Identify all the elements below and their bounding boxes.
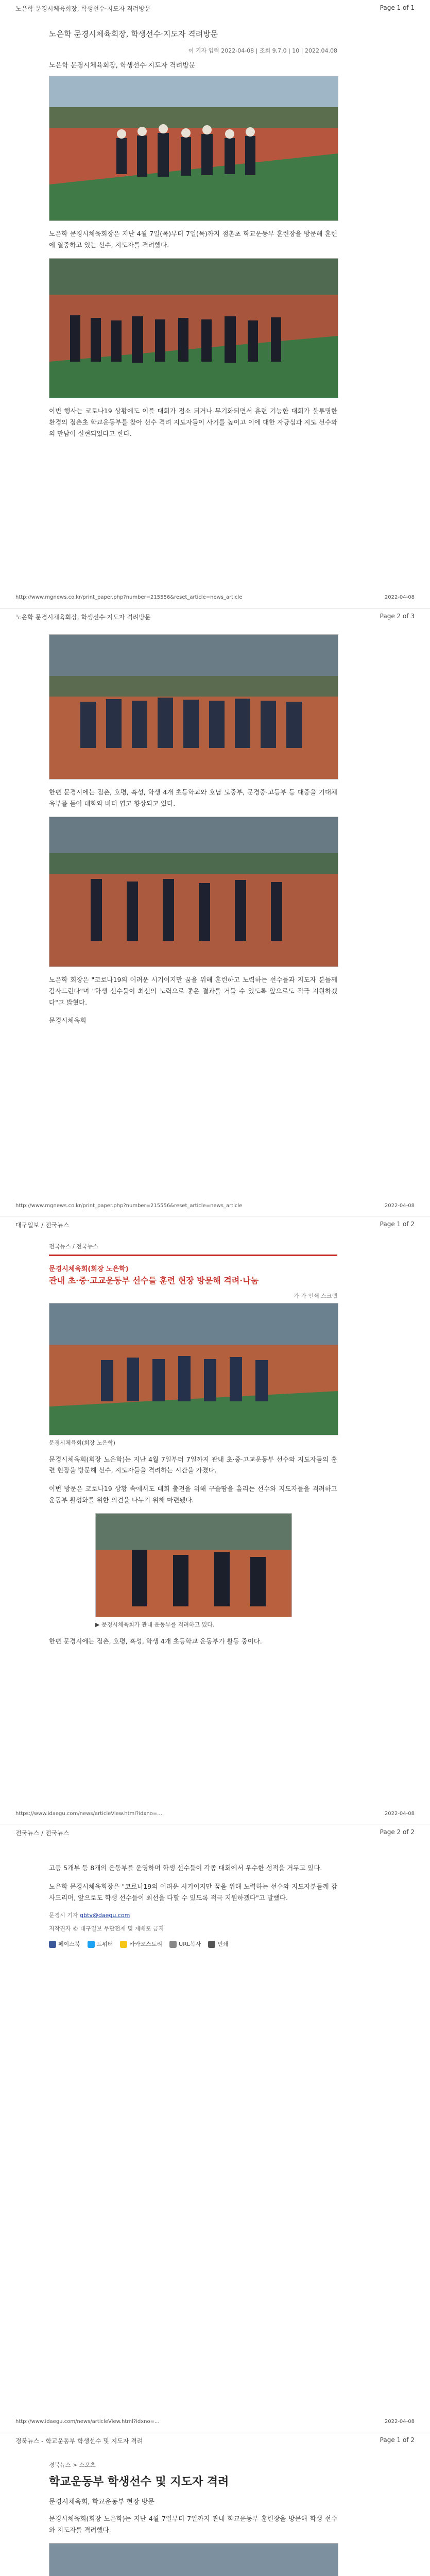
page-footer xyxy=(0,1811,430,1819)
article-lede: 노은학 문경시체육회장, 학생선수·지도자 격려방문 xyxy=(49,62,196,70)
facebook-icon xyxy=(49,1941,56,1948)
page-5 xyxy=(0,2432,430,2576)
page-2 xyxy=(0,608,430,1216)
page-header xyxy=(0,1828,430,1838)
photo-students-field xyxy=(49,1303,338,1435)
article-body xyxy=(49,634,337,1033)
header-title: 경북뉴스 - 학교운동부 학생선수 및 지도자 격려 xyxy=(15,2437,143,2445)
print-icon xyxy=(208,1941,215,1948)
copyright: 저작권자 © 대구일보 무단전재 및 재배포 금지 xyxy=(49,1925,164,1932)
footer-date: 2022-04-08 xyxy=(384,1811,415,1817)
page-footer xyxy=(0,1203,430,1211)
header-title: 노은학 문경시체육회장, 학생선수·지도자 격려방문 xyxy=(15,5,151,12)
page-footer xyxy=(0,595,430,603)
page-4 xyxy=(0,1824,430,2432)
breadcrumb[interactable]: 전국뉴스 / 전국뉴스 xyxy=(49,1243,98,1250)
share-facebook[interactable]: 페이스북 xyxy=(49,1940,80,1948)
divider xyxy=(49,1255,337,1256)
photo-track-group xyxy=(49,76,338,221)
footer-date: 2022-04-08 xyxy=(384,595,415,600)
page-footer xyxy=(0,2419,430,2427)
page-number: Page 1 of 1 xyxy=(380,4,415,11)
reporter-credit xyxy=(49,1911,337,1919)
share-twitter[interactable]: 트위터 xyxy=(88,1940,113,1948)
paragraph: 노은학 회장은 "코로나19의 어려운 시기이지만 꿈을 위해 훈련하고 노력하는 선수들과 지도자 분들께 감사드린다"며 "학생 선수들이 최선의 노력으로 좋은 결과를 거둘 수 있도록 앞으로도 적극 지원하겠다"고 밝혔다. xyxy=(49,975,337,1006)
article-title: 학교운동부 학생선수 및 지도자 격려 xyxy=(49,2476,229,2488)
page-header xyxy=(0,1221,430,1230)
photo-coach-greeting xyxy=(95,1513,292,1617)
article-body xyxy=(49,2461,337,2576)
paragraph: 문경시체육회(회장 노은학)는 지난 4월 7일부터 7일까지 관내 초·중·고교운동부 선수와 지도자들의 훈련 현장을 방문해 선수, 지도자들을 격려하는 시간을 가졌다. xyxy=(49,1455,337,1475)
photo-caption: 문경시체육회(회장 노은학) xyxy=(49,1439,115,1446)
share-kakaostory[interactable]: 카카오스토리 xyxy=(120,1940,162,1948)
article-body xyxy=(49,1242,337,1654)
page-3 xyxy=(0,1216,430,1824)
footer-url: http://www.mgnews.co.kr/print_paper.php?number=215556&reset_article=news_article xyxy=(15,595,243,600)
article-title: 노은학 문경시체육회장, 학생선수·지도자 격려방문 xyxy=(49,29,218,39)
reporter-email[interactable]: gbtv@daegu.com xyxy=(80,1911,130,1919)
article-subhead: 문경시체육회, 학교운동부 현장 방문 xyxy=(49,2498,154,2506)
paragraph: 노은학 문경시체육회장은 "코로나19의 어려운 시기이지만 꿈을 위해 노력하는 선수와 지도자분들께 감사드리며, 앞으로도 학생 선수들이 최선을 다할 수 있도록 적극 지원하겠다"고 말했다. xyxy=(49,1882,337,1902)
paragraph: 문경시체육회(회장 노은학)는 지난 4월 7일부터 7일까지 관내 학교운동부 훈련장을 방문해 학생 선수와 지도자를 격려했다. xyxy=(49,2515,337,2534)
paragraph: 이번 방문은 코로나19 상황 속에서도 대회 출전을 위해 구슬땀을 흘리는 선수와 지도자들을 격려하고 운동부 활성화를 위한 의견을 나누기 위해 마련됐다. xyxy=(49,1485,337,1504)
page-number: Page 2 of 2 xyxy=(380,1828,415,1836)
kakao-icon xyxy=(120,1941,127,1948)
breadcrumb[interactable]: 경북뉴스 > 스포츠 xyxy=(49,2462,96,2468)
twitter-icon xyxy=(88,1941,95,1948)
header-title: 노은학 문경시체육회장, 학생선수·지도자 격려방문 xyxy=(15,614,151,621)
photo-coaches-track xyxy=(49,817,338,967)
article-body xyxy=(49,1855,337,1948)
photo-track-lineup xyxy=(49,2543,338,2576)
share-url[interactable]: URL복사 xyxy=(169,1940,201,1948)
article-tools[interactable]: 가 가 인쇄 스크랩 xyxy=(294,1292,337,1299)
photo-caption: ▶ 문경시체육회가 관내 운동부를 격려하고 있다. xyxy=(95,1621,215,1629)
page-1 xyxy=(0,0,430,608)
link-icon xyxy=(169,1941,177,1948)
article-kicker: 문경시체육회(회장 노은학) xyxy=(49,1265,129,1273)
paragraph: 이번 행사는 코로나19 상황에도 이를 대회가 점소 되거나 무기화되면서 훈련 기능한 대회가 불투명한 환경의 점촌초 학교운동부를 찾아 선수 격려 지도자들이 사기를 높이고 이에 대한 자긍심과 지도 선수와의 만남이 실현되었다고 한다. xyxy=(49,406,337,437)
header-title: 전국뉴스 / 전국뉴스 xyxy=(15,1829,70,1837)
footer-url: http://www.idaegu.com/news/articleView.html?idxno=... xyxy=(15,2419,160,2425)
page-header xyxy=(0,613,430,622)
footer-date: 2022-04-08 xyxy=(384,2419,415,2425)
reporter: 문경시체육회 xyxy=(49,1016,87,1025)
share-bar xyxy=(49,1940,337,1948)
photo-students-line xyxy=(49,258,338,398)
article-headline: 관내 초·중·고교운동부 선수들 훈련 현장 방문해 격려·나눔 xyxy=(49,1276,259,1285)
paragraph: 노은학 문경시체육회장은 지난 4월 7일(목)부터 7일(목)까지 점촌초 학교운동부 훈련장을 방문해 훈련에 열중하고 있는 선수, 지도자를 격려했다. xyxy=(49,230,337,249)
footer-url: https://www.idaegu.com/news/articleView.html?idxno=... xyxy=(15,1811,162,1817)
article-meta: 이 기자 입력 2022-04-08 | 조회 9,7.0 | 10 | 2022.04.08 xyxy=(188,47,337,54)
paragraph: 한편 문경시에는 점촌, 호평, 흑성, 학생 4개 초등학교 운동부가 활동 중이다. xyxy=(49,1637,262,1646)
paragraph: 한편 문경시에는 점촌, 호평, 흑성, 학생 4개 초등학교와 호남 도중부, 문경중·고등부 등 대중을 기대체육부를 들어 대화와 비터 엽고 향상되고 있다. xyxy=(49,788,337,807)
page-number: Page 1 of 2 xyxy=(380,2436,415,2444)
page-header xyxy=(0,4,430,13)
paragraph: 고등 5개부 등 8개의 운동부를 운영하며 학생 선수들이 각종 대회에서 우수한 성적을 거두고 있다. xyxy=(49,1864,322,1872)
page-header xyxy=(0,2436,430,2446)
reporter-name: 문경시 기자 xyxy=(49,1911,78,1919)
header-title: 대구일보 / 전국뉴스 xyxy=(15,1222,70,1229)
photo-team-group xyxy=(49,634,338,779)
article-body xyxy=(49,28,337,446)
print-button[interactable]: 인쇄 xyxy=(208,1940,228,1948)
page-number: Page 1 of 2 xyxy=(380,1221,415,1228)
page-number: Page 2 of 3 xyxy=(380,613,415,620)
footer-date: 2022-04-08 xyxy=(384,1203,415,1209)
footer-url: http://www.mgnews.co.kr/print_paper.php?number=215556&reset_article=news_article xyxy=(15,1203,243,1209)
